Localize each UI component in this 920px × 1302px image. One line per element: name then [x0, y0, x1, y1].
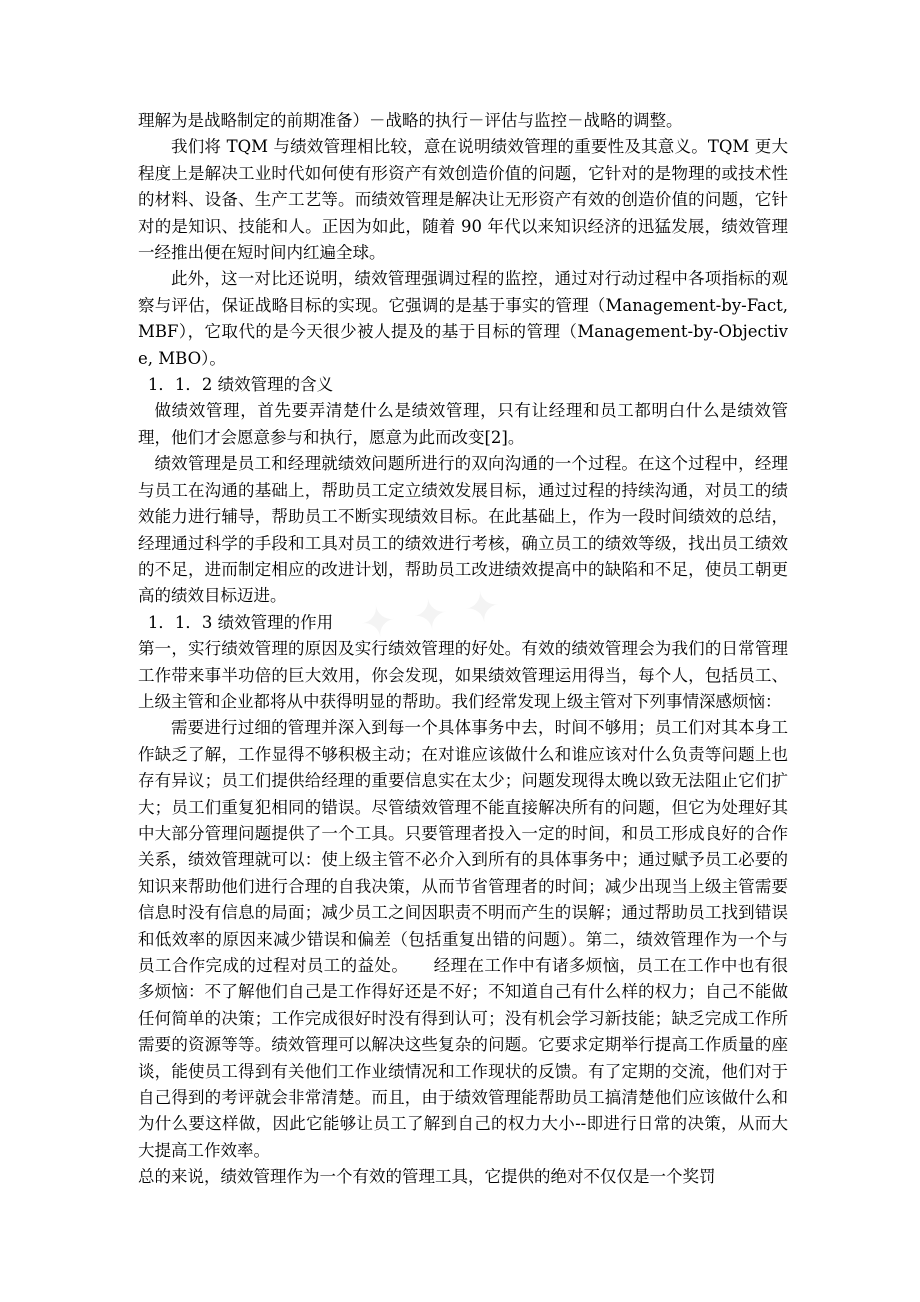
paragraph-manager-troubles: 需要进行过细的管理并深入到每一个具体事务中去，时间不够用；员工们对其本身工作缺乏了解，工作显得不够积极主动；在对谁应该做什么和谁应该对什么负责等问题上也存有异议；员工们提供给经理的重要信息实在太少；问题发现得太晚以致无法阻止它们扩大；员工们重复犯相同的错误。尽管绩效管理不能直接解决所有的问题，但它为处理好其中大部分管理问题提供了一个工具。只要管理者投入一定的时间，和员工形成良好的合作关系，绩效管理就可以：使上级主管不必介入到所有的具体事务中；通过赋予员工必要的知识来帮助他们进行合理的自我决策，从而节省管理者的时间；减少出现当上级主管需要信息时没有信息的局面；减少员工之间因职责不明而产生的误解；通过帮助员工找到错误和低效率的原因来减少错误和偏差（包括重复出错的问题）。第二，绩效管理作为一个与员工合作完成的过程对员工的益处。 经理在工作中有诸多烦恼，员工在工作中也有很多烦恼：不了解他们自己是工作得好还是不好；不知道自己有什么样的权力；自己不能做任何简单的决策；工作完成很好时没有得到认可；没有机会学习新技能；缺乏完成工作所需要的资源等等。绩效管理可以解决这些复杂的问题。它要求定期举行提高工作质量的座谈，能使员工得到有关他们工作业绩情况和工作现状的反馈。有了定期的交流，他们对于自己得到的考评就会非常清楚。而且，由于绩效管理能帮助员工搞清楚他们应该做什么和为什么要这样做，因此它能够让员工了解到自己的权力大小--即进行日常的决策，从而大大提高工作效率。 — [138, 718, 788, 1160]
paragraph-first-reason: 第一，实行绩效管理的原因及实行绩效管理的好处。有效的绩效管理会为我们的日常管理工作带来事半功倍的巨大效用，你会发现，如果绩效管理运用得当，每个人，包括员工、上级主管和企业都将从中获得明显的帮助。我们经常发现上级主管对下列事情深感烦恼： — [138, 639, 788, 711]
paragraph-tqm-comparison: 我们将 TQM 与绩效管理相比较，意在说明绩效管理的重要性及其意义。TQM 更大程度上是解决工业时代如何使有形资产有效创造价值的问题，它针对的是物理的或技术性的材料、设备、生产工艺等。而绩效管理是解决让无形资产有效的创造价值的问题，它针对的是知识、技能和人。正因为如此，随着 90 年代以来知识经济的迅猛发展，绩效管理一经推出便在短时间内红遍全球。 — [138, 137, 788, 263]
section-heading-function: 1．1．3 绩效管理的作用 — [147, 612, 334, 632]
paragraph-summary: 总的来说，绩效管理作为一个有效的管理工具，它提供的绝对不仅仅是一个奖罚 — [138, 1167, 716, 1187]
section-heading-meaning: 1．1．2 绩效管理的含义 — [147, 375, 334, 395]
paragraph-definition: 绩效管理是员工和经理就绩效问题所进行的双向沟通的一个过程。在这个过程中，经理与员工在沟通的基础上，帮助员工定立绩效发展目标，通过过程的持续沟通，对员工的绩效能力进行辅导，帮助员工不断实现绩效目标。在此基础上，作为一段时间绩效的总结，经理通过科学的手段和工具对员工的绩效进行考核，确立员工的绩效等级，找出员工绩效的不足，进而制定相应的改进计划，帮助员工改进绩效提高中的缺陷和不足，使员工朝更高的绩效目标迈进。 — [138, 454, 788, 606]
paragraph-understanding-performance: 做绩效管理，首先要弄清楚什么是绩效管理，只有让经理和员工都明白什么是绩效管理，他们才会愿意参与和执行，愿意为此而改变[2]。 — [138, 401, 788, 447]
document-body — [138, 108, 788, 1191]
watermark-logo: ✦ ✦ ✦ — [357, 580, 505, 649]
paragraph-strategy-continuation: 理解为是战略制定的前期准备）－战略的执行－评估与监控－战略的调整。 — [138, 111, 683, 130]
paragraph-process-monitoring: 此外，这一对比还说明，绩效管理强调过程的监控，通过对行动过程中各项指标的观察与评估，保证战略目标的实现。它强调的是基于事实的管理（Management-by-Fact, MBF），它取代的是今天很少被人提及的基于目标的管理（Management-by-Objective, MBO）。 — [138, 269, 788, 368]
